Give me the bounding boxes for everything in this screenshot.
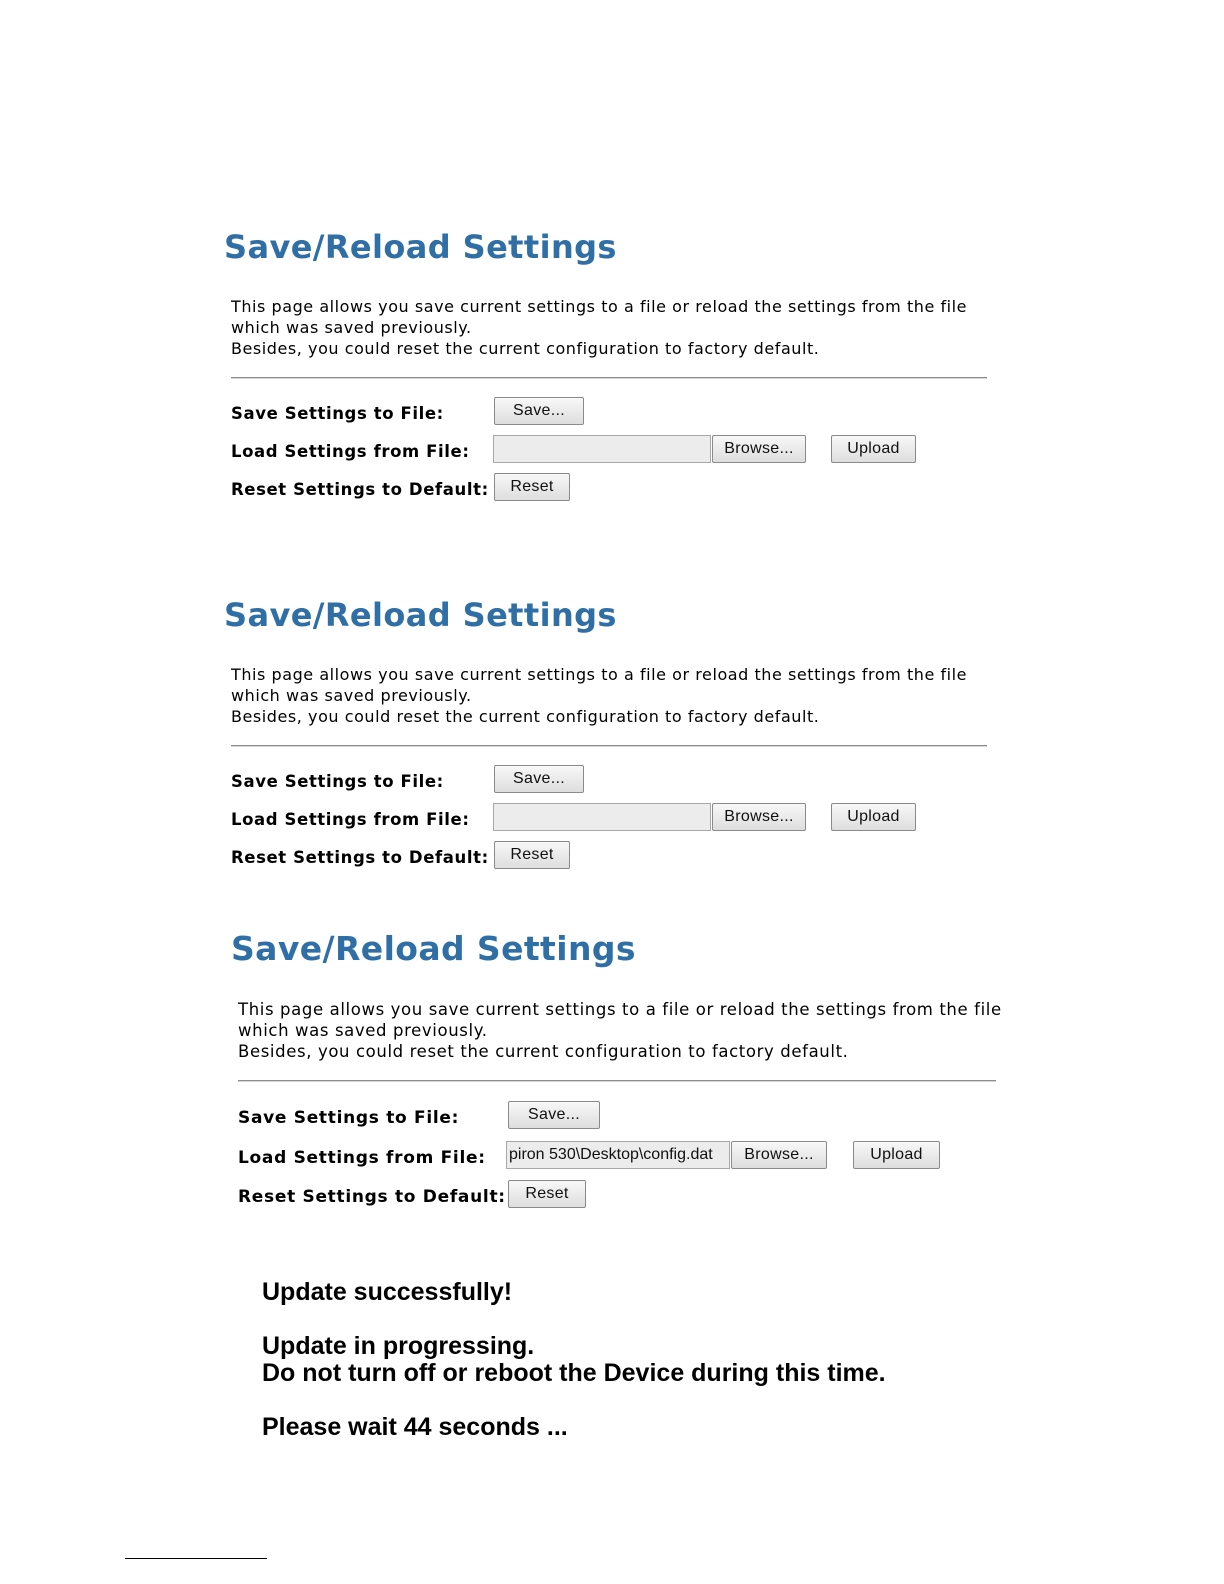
reset-settings-row [238,1178,1051,1218]
upload-button[interactable]: Upload [831,803,916,831]
browse-button[interactable]: Browse... [712,803,806,831]
browse-button[interactable]: Browse... [712,435,806,463]
update-status-message [262,1279,886,1441]
reset-button[interactable]: Reset [508,1180,586,1208]
page-description: This page allows you save current settings to a file or reload the settings from the file which was saved previously. Besides, you could reset the current configuration to factory default. [231,665,968,726]
update-countdown-text: Please wait 44 seconds ... [262,1413,568,1441]
file-path-input[interactable]: piron 530\Desktop\config.dat [506,1141,730,1169]
load-settings-label: Load Settings from File: [238,1147,486,1168]
save-button[interactable]: Save... [494,765,584,793]
save-settings-row [231,763,1044,801]
divider [238,1080,996,1082]
reset-settings-row [231,471,1044,509]
save-settings-label: Save Settings to File: [231,772,444,791]
file-path-input[interactable] [493,435,711,463]
page-title: Save/Reload Settings [224,596,617,634]
save-settings-label: Save Settings to File: [238,1108,460,1128]
reset-settings-label: Reset Settings to Default: [231,848,489,867]
save-settings-label: Save Settings to File: [231,404,444,423]
page-title: Save/Reload Settings [224,228,617,266]
settings-form [231,763,1044,877]
upload-button[interactable]: Upload [831,435,916,463]
settings-form [231,395,1044,509]
settings-panel-1 [224,229,1044,509]
page-description: This page allows you save current settings to a file or reload the settings from the file which was saved previously. Besides, you could reset the current configuration to factory default. [238,1000,1002,1061]
reset-settings-row [231,839,1044,877]
update-warning-text: Do not turn off or reboot the Device during this time. [262,1359,886,1387]
reset-settings-label: Reset Settings to Default: [231,480,489,499]
load-settings-label: Load Settings from File: [231,442,470,461]
browse-button[interactable]: Browse... [731,1141,827,1169]
file-path-input[interactable] [493,803,711,831]
save-button[interactable]: Save... [494,397,584,425]
load-settings-label: Load Settings from File: [231,810,470,829]
page-description: This page allows you save current settings to a file or reload the settings from the file which was saved previously. Besides, you could reset the current configuration to factory default. [231,297,968,358]
reset-settings-label: Reset Settings to Default: [238,1187,506,1207]
footnote-divider [125,1558,267,1559]
save-button[interactable]: Save... [508,1101,600,1129]
divider [231,377,987,379]
update-progress-text: Update in progressing. [262,1332,535,1360]
settings-form [238,1099,1051,1218]
update-success-text: Update successfully! [262,1278,513,1306]
load-settings-row [238,1139,1051,1179]
reset-button[interactable]: Reset [494,473,570,501]
settings-panel-3 [231,931,1051,1218]
save-settings-row [231,395,1044,433]
settings-panel-2 [224,597,1044,877]
reset-button[interactable]: Reset [494,841,570,869]
load-settings-row [231,433,1044,471]
page-title: Save/Reload Settings [231,929,636,968]
load-settings-row [231,801,1044,839]
divider [231,745,987,747]
save-settings-row [238,1099,1051,1139]
upload-button[interactable]: Upload [853,1141,940,1169]
